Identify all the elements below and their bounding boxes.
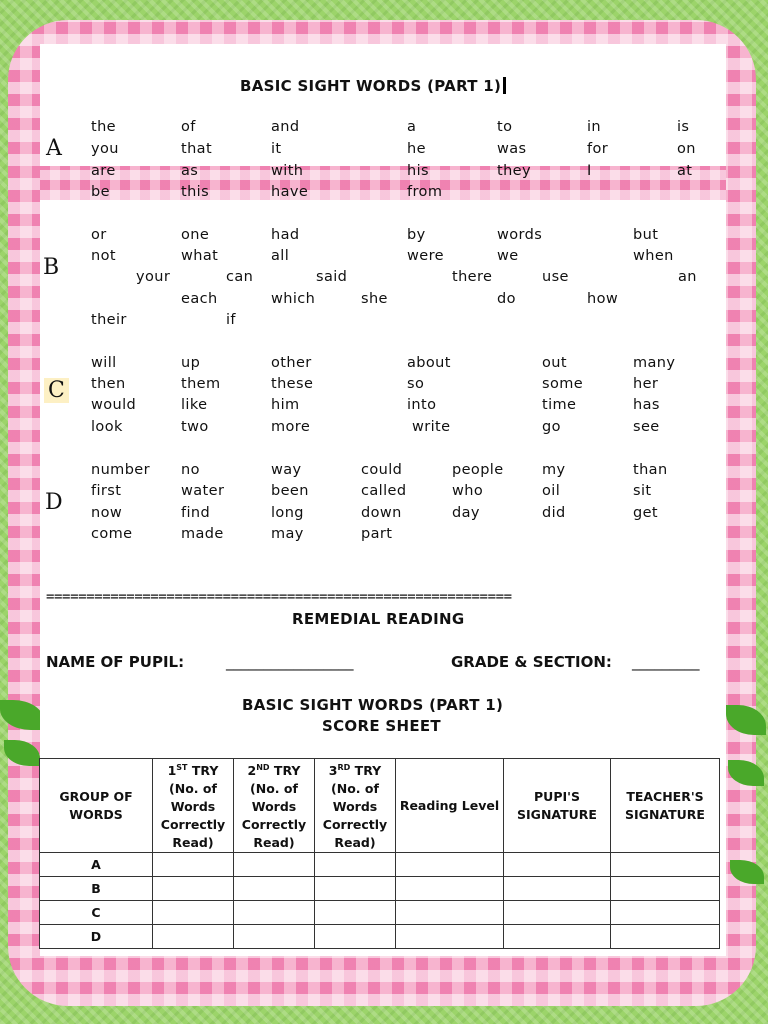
score-table <box>39 758 720 949</box>
sight-word: but <box>633 227 659 243</box>
score-cell[interactable] <box>153 877 234 901</box>
sight-word: it <box>271 141 282 157</box>
sight-word: with <box>271 163 304 179</box>
sight-word: out <box>542 355 567 371</box>
score-cell[interactable] <box>396 901 504 925</box>
sight-word: on <box>677 141 696 157</box>
sight-word: day <box>452 505 480 521</box>
sight-word: each <box>181 291 218 307</box>
sight-word: many <box>633 355 676 371</box>
sight-word: if <box>226 312 236 328</box>
table-row <box>40 901 720 925</box>
sight-word: when <box>633 248 674 264</box>
sight-word: one <box>181 227 210 243</box>
sight-word: said <box>316 269 348 285</box>
table-row <box>40 853 720 877</box>
sight-word: these <box>271 376 314 392</box>
score-cell[interactable] <box>315 853 396 877</box>
sight-word: the <box>91 119 116 135</box>
sight-word: be <box>91 184 110 200</box>
score-cell[interactable] <box>396 853 504 877</box>
score-cell[interactable] <box>153 901 234 925</box>
sight-word: their <box>91 312 127 328</box>
sight-word: did <box>542 505 566 521</box>
sight-word: time <box>542 397 577 413</box>
sight-word: were <box>407 248 444 264</box>
sight-word: two <box>181 419 209 435</box>
sight-word: I <box>587 163 592 179</box>
sight-word: come <box>91 526 133 542</box>
score-cell[interactable] <box>611 877 720 901</box>
score-sheet-subtitle: SCORE SHEET <box>322 717 441 735</box>
score-cell[interactable] <box>504 853 611 877</box>
col-group-of-words: GROUP OF WORDS <box>40 759 153 853</box>
score-cell[interactable] <box>234 853 315 877</box>
col-teacher-signature: TEACHER'S SIGNATURE <box>611 759 720 853</box>
separator-line: ========================================================== <box>46 589 512 605</box>
sight-word: them <box>181 376 221 392</box>
col-reading-level: Reading Level <box>396 759 504 853</box>
sight-word: part <box>361 526 393 542</box>
sight-word: first <box>91 483 122 499</box>
sight-word: other <box>271 355 312 371</box>
sight-word: there <box>452 269 493 285</box>
sight-word: from <box>407 184 443 200</box>
sight-word: you <box>91 141 119 157</box>
sight-word: write <box>412 419 451 435</box>
sight-word: some <box>542 376 584 392</box>
sight-word: how <box>587 291 619 307</box>
score-cell[interactable] <box>504 925 611 949</box>
sight-word: long <box>271 505 304 521</box>
sight-word: she <box>361 291 388 307</box>
sight-word: would <box>91 397 137 413</box>
score-sheet-title: BASIC SIGHT WORDS (PART 1) <box>242 696 504 714</box>
sight-word: then <box>91 376 126 392</box>
sight-word: see <box>633 419 660 435</box>
col-third-try: 3RD TRY (No. of Words Correctly Read) <box>315 759 396 853</box>
sight-word: more <box>271 419 311 435</box>
sight-word: they <box>497 163 531 179</box>
score-cell[interactable] <box>315 901 396 925</box>
sight-word: we <box>497 248 519 264</box>
sight-word: can <box>226 269 254 285</box>
sight-word: been <box>271 483 309 499</box>
sight-word: an <box>678 269 697 285</box>
sight-word: sit <box>633 483 652 499</box>
score-cell[interactable] <box>504 877 611 901</box>
sight-word: called <box>361 483 407 499</box>
sight-word: is <box>677 119 690 135</box>
sight-word: not <box>91 248 116 264</box>
score-cell[interactable] <box>234 901 315 925</box>
col-first-try: 1ST TRY (No. of Words Correctly Read) <box>153 759 234 853</box>
sight-word: now <box>91 505 123 521</box>
grade-section-label: GRADE & SECTION: <box>451 653 612 671</box>
table-row <box>40 925 720 949</box>
row-group-label: B <box>40 877 153 901</box>
sight-word: way <box>271 462 302 478</box>
sight-word: to <box>497 119 513 135</box>
sight-word: of <box>181 119 196 135</box>
score-cell[interactable] <box>315 877 396 901</box>
sight-word: use <box>542 269 569 285</box>
group-label-c: C <box>44 378 69 403</box>
sight-word: get <box>633 505 659 521</box>
sight-word: my <box>542 462 566 478</box>
score-cell[interactable] <box>611 925 720 949</box>
sight-word: than <box>633 462 668 478</box>
remedial-heading: REMEDIAL READING <box>292 610 465 628</box>
sight-word: words <box>497 227 543 243</box>
row-group-label: D <box>40 925 153 949</box>
decorative-band <box>40 166 726 200</box>
sight-word: which <box>271 291 316 307</box>
sight-word: or <box>91 227 107 243</box>
sight-word: him <box>271 397 300 413</box>
sight-word: who <box>452 483 484 499</box>
sight-word: was <box>497 141 527 157</box>
sight-word: like <box>181 397 208 413</box>
sight-word: all <box>271 248 290 264</box>
sight-word: your <box>136 269 171 285</box>
sight-word: find <box>181 505 211 521</box>
sight-word: a <box>407 119 417 135</box>
sight-word: may <box>271 526 304 542</box>
score-cell[interactable] <box>396 877 504 901</box>
score-cell[interactable] <box>234 925 315 949</box>
sight-word: down <box>361 505 402 521</box>
text-cursor <box>503 77 506 94</box>
sight-word: people <box>452 462 504 478</box>
sight-word: oil <box>542 483 561 499</box>
sight-word: so <box>407 376 425 392</box>
sight-word: that <box>181 141 213 157</box>
pupil-name-field[interactable]: _________________ <box>226 653 354 671</box>
sight-word: about <box>407 355 451 371</box>
sight-word: had <box>271 227 300 243</box>
sight-word: in <box>587 119 602 135</box>
group-label-a: A <box>46 136 62 161</box>
score-cell[interactable] <box>153 925 234 949</box>
page-title: BASIC SIGHT WORDS (PART 1) <box>240 77 506 95</box>
sight-word: he <box>407 141 426 157</box>
score-cell[interactable] <box>611 853 720 877</box>
sight-word: are <box>91 163 116 179</box>
row-group-label: A <box>40 853 153 877</box>
score-cell[interactable] <box>504 901 611 925</box>
sight-word: made <box>181 526 224 542</box>
score-cell[interactable] <box>153 853 234 877</box>
sight-word: number <box>91 462 150 478</box>
sight-word: look <box>91 419 123 435</box>
sight-word: by <box>407 227 426 243</box>
sight-word: what <box>181 248 219 264</box>
sight-word: go <box>542 419 561 435</box>
sight-word: and <box>271 119 300 135</box>
sight-word: will <box>91 355 117 371</box>
sight-word: his <box>407 163 429 179</box>
score-cell[interactable] <box>315 925 396 949</box>
sight-word: do <box>497 291 516 307</box>
sight-word: up <box>181 355 201 371</box>
score-cell[interactable] <box>234 877 315 901</box>
sight-word: her <box>633 376 659 392</box>
sight-word: water <box>181 483 225 499</box>
score-cell[interactable] <box>396 925 504 949</box>
sight-word: at <box>677 163 693 179</box>
grade-section-field[interactable]: _________ <box>632 653 700 671</box>
sight-word: as <box>181 163 199 179</box>
col-pupil-signature: PUPI'S SIGNATURE <box>504 759 611 853</box>
score-cell[interactable] <box>611 901 720 925</box>
sight-word: have <box>271 184 309 200</box>
sight-word: into <box>407 397 437 413</box>
sight-word: no <box>181 462 200 478</box>
row-group-label: C <box>40 901 153 925</box>
pupil-name-label: NAME OF PUPIL: <box>46 653 185 671</box>
sight-word: could <box>361 462 403 478</box>
sight-word: this <box>181 184 210 200</box>
sight-word: has <box>633 397 660 413</box>
table-row <box>40 877 720 901</box>
group-label-b: B <box>43 255 60 280</box>
sight-word: for <box>587 141 609 157</box>
score-table-header <box>40 759 720 853</box>
group-label-d: D <box>45 490 63 515</box>
col-second-try: 2ND TRY (No. of Words Correctly Read) <box>234 759 315 853</box>
